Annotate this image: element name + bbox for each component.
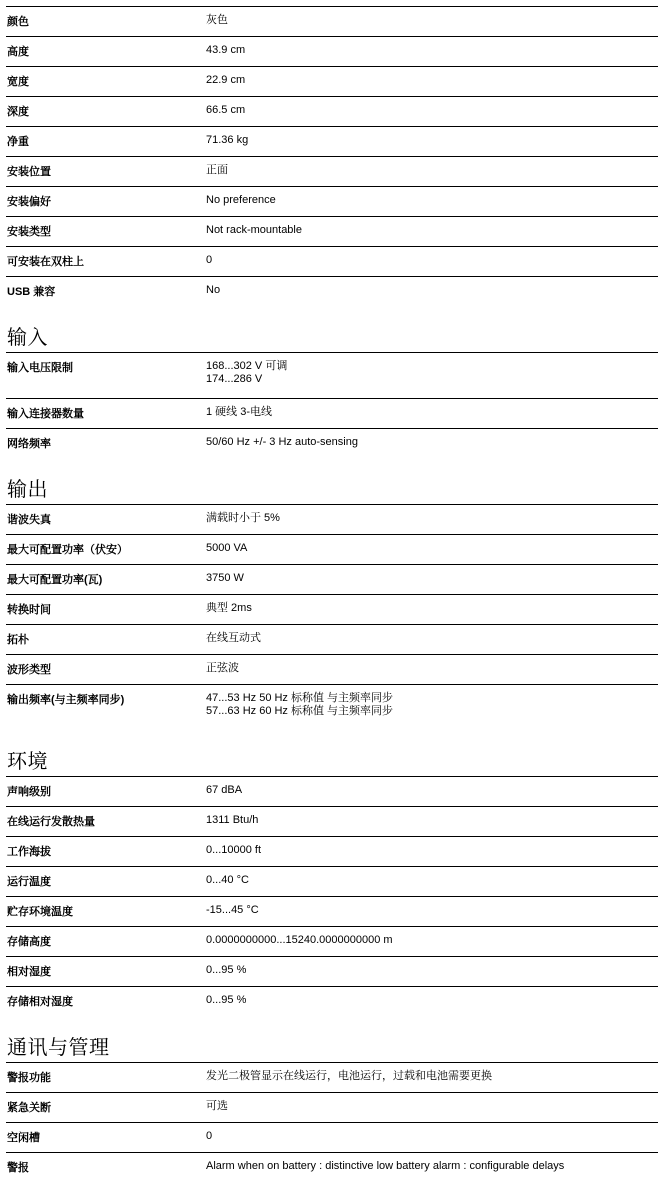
spec-label: 声响级别: [7, 786, 51, 798]
spec-value: Not rack-mountable: [206, 224, 302, 236]
section-title: 输出: [7, 479, 48, 501]
section-title: 环境: [7, 751, 48, 773]
spec-row-storage-humidity: [6, 986, 658, 1016]
spec-label: 输入连接器数量: [7, 408, 84, 420]
spec-label: 工作海拔: [7, 846, 51, 858]
spec-label: 拓朴: [7, 634, 29, 646]
spec-row-mounting-type: [6, 216, 658, 246]
spec-row-storage-altitude: [6, 926, 658, 956]
spec-label: USB 兼容: [7, 286, 56, 298]
spec-value-line: 57...63 Hz 60 Hz 标称值 与主频率同步: [206, 705, 394, 717]
spec-value: 0...40 °C: [206, 874, 249, 886]
spec-label: 紧急关断: [7, 1102, 51, 1114]
spec-value: 正面: [206, 164, 228, 176]
spec-row-noise: [6, 776, 658, 806]
spec-row-max-watts: [6, 564, 658, 594]
spec-label: 在线运行发散热量: [7, 816, 95, 828]
section-output: [6, 458, 658, 504]
output-table: [6, 504, 658, 730]
spec-value: 0: [206, 254, 213, 266]
spec-label: 安装偏好: [7, 196, 51, 208]
spec-row-input-voltage: [6, 352, 658, 398]
spec-value: No preference: [206, 194, 276, 206]
spec-label: 高度: [7, 46, 29, 58]
environment-table: [6, 776, 658, 1016]
spec-row-harmonic-distortion: [6, 504, 658, 534]
spec-value: Alarm when on battery : distinctive low battery alarm : configurable delays: [206, 1160, 565, 1172]
spec-label: 输入电压限制: [7, 362, 73, 374]
spec-value: 66.5 cm: [206, 104, 246, 116]
spec-label: 运行温度: [7, 876, 51, 888]
spec-row-operating-altitude: [6, 836, 658, 866]
spec-label: 安装类型: [7, 226, 51, 238]
spec-label: 空闲槽: [7, 1132, 40, 1144]
spec-row-color: [6, 6, 658, 36]
spec-label: 最大可配置功率（伏安）: [7, 544, 128, 556]
spec-value: 满载时小于 5%: [206, 512, 280, 524]
spec-row-two-post: [6, 246, 658, 276]
spec-value: [206, 353, 658, 398]
spec-label: 最大可配置功率(瓦): [7, 574, 103, 586]
spec-row-input-connectors: [6, 398, 658, 428]
spec-value: 22.9 cm: [206, 74, 246, 86]
spec-row-mounting-preference: [6, 186, 658, 216]
spec-label: 深度: [7, 106, 29, 118]
communication-table: [6, 1062, 658, 1182]
spec-value: 0.0000000000...15240.0000000000 m: [206, 934, 393, 946]
section-title: 通讯与管理: [7, 1037, 110, 1059]
spec-value: -15...45 °C: [206, 904, 259, 916]
spec-row-alarm: [6, 1152, 658, 1182]
input-table: [6, 352, 658, 458]
spec-row-transfer-time: [6, 594, 658, 624]
general-table: [6, 6, 658, 306]
spec-label: 波形类型: [7, 664, 51, 676]
spec-row-storage-temperature: [6, 896, 658, 926]
spec-label: 颜色: [7, 16, 29, 28]
spec-value-line: 174...286 V: [206, 373, 263, 385]
spec-label: 相对湿度: [7, 966, 51, 978]
spec-value: 67 dBA: [206, 784, 243, 796]
spec-label: 净重: [7, 136, 29, 148]
spec-value: 0: [206, 1130, 213, 1142]
spec-value: 71.36 kg: [206, 134, 249, 146]
spec-row-net-weight: [6, 126, 658, 156]
section-environment: [6, 730, 658, 776]
spec-label: 警报: [7, 1162, 29, 1174]
spec-value: 50/60 Hz +/- 3 Hz auto-sensing: [206, 436, 358, 448]
spec-row-width: [6, 66, 658, 96]
spec-row-emergency-off: [6, 1092, 658, 1122]
spec-row-usb: [6, 276, 658, 306]
spec-row-free-slots: [6, 1122, 658, 1152]
spec-row-topology: [6, 624, 658, 654]
spec-value-line: 47...53 Hz 50 Hz 标称值 与主频率同步: [206, 692, 394, 704]
spec-row-output-frequency: [6, 684, 658, 730]
spec-label: 输出频率(与主频率同步): [7, 694, 125, 706]
spec-label: 网络频率: [7, 438, 51, 450]
spec-row-max-va: [6, 534, 658, 564]
spec-sheet: [6, 6, 658, 1182]
spec-value: 典型 2ms: [206, 602, 252, 614]
spec-value-line: 168...302 V 可调: [206, 360, 288, 372]
spec-row-waveform: [6, 654, 658, 684]
spec-label: 安装位置: [7, 166, 51, 178]
spec-value: 正弦波: [206, 662, 239, 674]
spec-label: 警报功能: [7, 1072, 51, 1084]
spec-value: 1 硬线 3-电线: [206, 406, 273, 418]
spec-value: 0...95 %: [206, 964, 247, 976]
spec-row-heat-dissipation: [6, 806, 658, 836]
spec-value: [206, 685, 658, 730]
section-input: [6, 306, 658, 352]
spec-row-depth: [6, 96, 658, 126]
spec-label: 转换时间: [7, 604, 51, 616]
spec-value: 在线互动式: [206, 632, 261, 644]
spec-row-operating-temperature: [6, 866, 658, 896]
spec-value: 3750 W: [206, 572, 244, 584]
spec-row-mounting-position: [6, 156, 658, 186]
spec-value: 1311 Btu/h: [206, 814, 259, 826]
spec-value: 0...95 %: [206, 994, 247, 1006]
spec-value: 0...10000 ft: [206, 844, 262, 856]
spec-label: 谐波失真: [7, 514, 51, 526]
spec-value: 发光二极管显示在线运行，电池运行，过载和电池需要更换: [206, 1070, 492, 1082]
spec-label: 存储高度: [7, 936, 51, 948]
spec-row-alarm-function: [6, 1062, 658, 1092]
spec-value: No: [206, 284, 221, 296]
spec-label: 存储相对湿度: [7, 996, 73, 1008]
spec-row-relative-humidity: [6, 956, 658, 986]
spec-value: 灰色: [206, 14, 228, 26]
spec-label: 宽度: [7, 76, 29, 88]
spec-value: 5000 VA: [206, 542, 248, 554]
spec-row-mains-frequency: [6, 428, 658, 458]
spec-label: 贮存环境温度: [7, 906, 73, 918]
section-communication: [6, 1016, 658, 1062]
section-title: 输入: [7, 327, 48, 349]
spec-value: 43.9 cm: [206, 44, 246, 56]
spec-value: 可选: [206, 1100, 228, 1112]
spec-label: 可安装在双柱上: [7, 256, 84, 268]
spec-row-height: [6, 36, 658, 66]
